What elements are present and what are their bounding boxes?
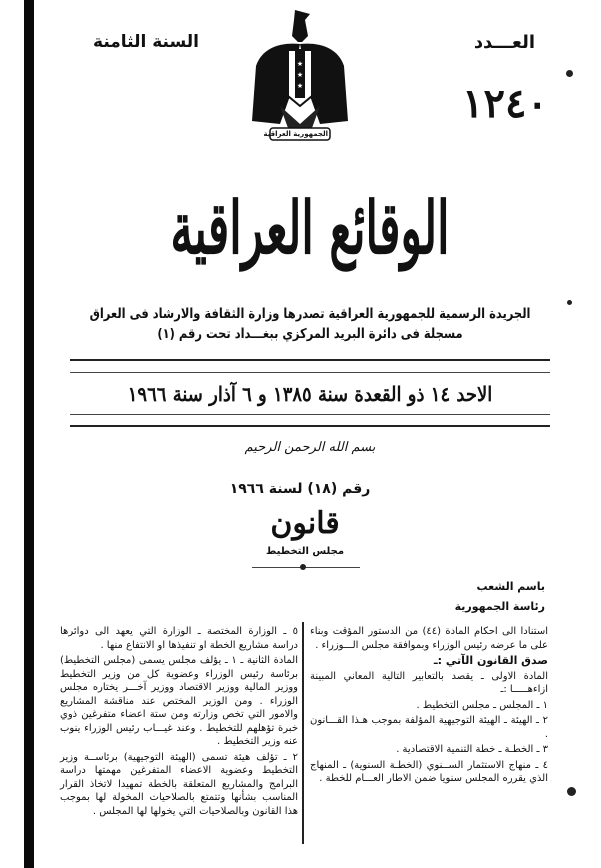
divider	[70, 414, 550, 415]
article-1: المادة الاولى ـ يقصد بالتعابير التالية المعاني المبينة ازاءهـــــا :ـ	[310, 670, 548, 695]
svg-text:★: ★	[296, 82, 304, 90]
punch-hole-mark	[566, 70, 573, 77]
law-heading: قانون	[270, 506, 340, 541]
eagle-emblem	[250, 6, 350, 142]
law-number: رقم (١٨) لسنة ١٩٦٦	[229, 481, 371, 497]
emblem-caption: الجمهورية العراقية	[263, 130, 328, 138]
enactment-line: صدق القانون الآتي :ـ	[433, 654, 548, 667]
divider	[70, 425, 550, 427]
issue-label: العـــدد	[473, 32, 535, 53]
left-column	[60, 625, 298, 820]
ornament-divider	[252, 567, 360, 568]
eagle-icon	[250, 6, 350, 142]
column-separator	[302, 622, 304, 844]
ornament-dot	[300, 564, 306, 570]
year-label: السنة الثامنة	[93, 32, 199, 52]
definition-4: ٤ ـ منهاج الاستثمار الســنوي (الخطـة السنوية) ـ المنهاج الذي يقرره المجلس سنويا ضمن الاطار العـــام للخطة .	[310, 759, 548, 784]
subtitle-line-1: الجريدة الرسمية للجمهورية العراقية تصدرها وزارة الثقافة والارشاد فى العراق	[89, 306, 531, 322]
in-name-of-people: باسم الشعب	[476, 580, 545, 593]
definition-3: ٣ ـ الخطـة ـ خطة التنمية الاقتصادية .	[396, 744, 548, 755]
svg-text:★: ★	[296, 71, 304, 79]
basmala: بسم الله الرحمن الرحيم	[244, 440, 376, 455]
definition-5: ٥ ـ الوزارة المختصة ـ الوزارة التي يعهد الى دوائرها دراسة مشاريع الخطة او تنفيذها او الانتفاع منها .	[60, 626, 298, 651]
punch-hole-mark	[567, 787, 576, 796]
definition-2: ٢ ـ الهيئة ـ الهيئة التوجيهية المؤلفة بموجب هـذا القـــانون .	[310, 715, 548, 740]
newspaper-title: الوقائع العراقية	[170, 185, 450, 270]
presidency: رئاسة الجمهورية	[454, 600, 545, 613]
subtitle-line-2: مسجلة فى دائرة البريد المركزي ببغـــداد تحت رقم (١)	[157, 326, 463, 342]
scan-binding-edge	[24, 0, 34, 868]
right-column	[310, 625, 548, 788]
punch-hole-mark	[567, 300, 572, 305]
issue-number: ١٢٤٠	[462, 80, 548, 127]
preamble: استنادا الى احكام المادة (٤٤) من الدستور المؤقت وبناء على ما عرضه رئيس الوزراء وبموافقة مجلس الـــوزراء .	[310, 626, 548, 651]
divider	[70, 359, 550, 361]
law-subject: مجلس التخطيط	[265, 546, 345, 557]
svg-text:★: ★	[296, 60, 304, 68]
dateline: الاحد ١٤ ذو القعدة سنة ١٣٨٥ و ٦ آذار سنة ١٩٦٦	[127, 382, 493, 406]
article-2-clause-2: ٢ ـ تؤلف هيئة تسمى (الهيئة التوجيهية) برئاســة وزير التخطيط وعضوية الاعضاء المتفرغين مهمتها دراسة البرامج والمشاريع المتعلقة بالخطة تمهيدا لاتخاذ القرار المناسب بشأنها وتتمتع بالصلاحيات المخولة لها بموجب هذا القانون وبالصلاحيات التي يخولها لها المجلس .	[60, 751, 298, 817]
divider	[70, 372, 550, 373]
definition-1: ١ ـ المجلس ـ مجلس التخطيط .	[416, 699, 548, 711]
article-2-clause-1: المادة الثانية ـ ١ ـ يؤلف مجلس يسمى (مجلس التخطيط) برئاسة رئيس الوزراء وعضوية كل من وزير التخطيط ووزير المالية ووزير الاقتصاد ووزير آخـــر يختاره مجلس الوزراء . ومن الوزير المختص عند مناقشة المشاريع والامور التي تخص وزارته ومن ستة اعضاء متفرغين ذوي خبرة تؤهلهم للتخطيط . وعند غيـــاب رئيس الوزراء ينوب عنه وزير التخطيط .	[60, 655, 298, 747]
